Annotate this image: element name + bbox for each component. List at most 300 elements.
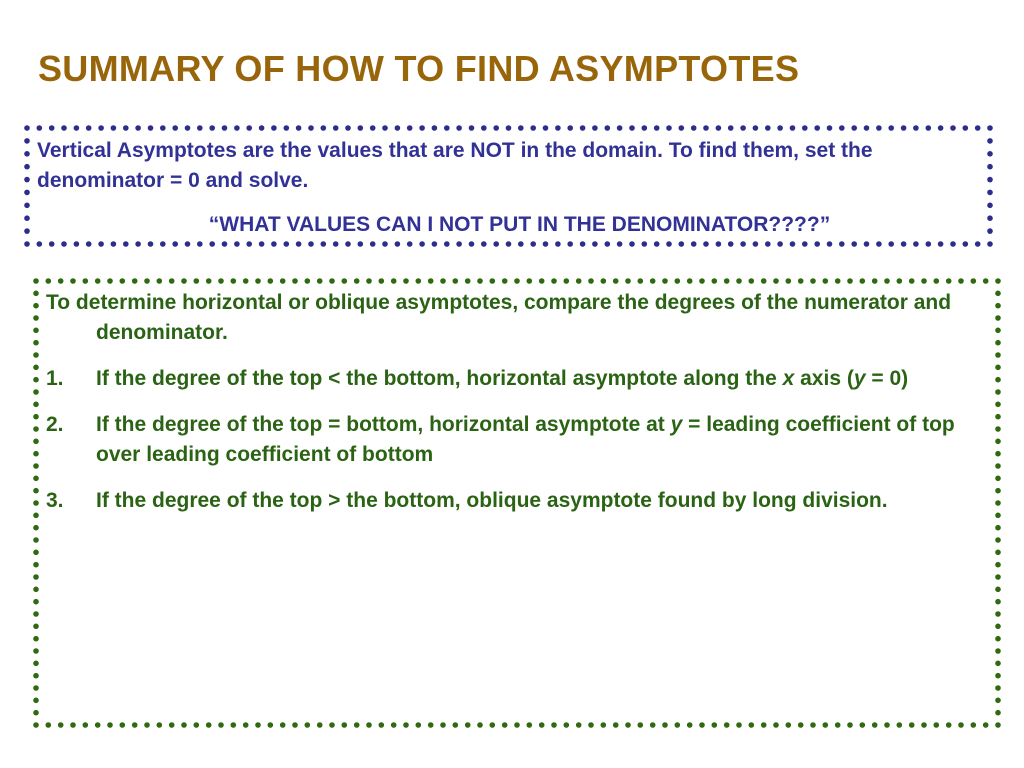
border-dot [539, 278, 545, 284]
border-dot [432, 241, 438, 247]
border-dot [995, 685, 1001, 691]
border-dot [440, 722, 446, 728]
border-dot [284, 125, 290, 131]
border-dot [465, 278, 471, 284]
border-dot [592, 125, 598, 131]
border-dot [209, 125, 215, 131]
border-dot [259, 241, 265, 247]
border-dot [777, 241, 783, 247]
border-dot [555, 125, 561, 131]
border-dot [33, 488, 39, 494]
border-dot [876, 125, 882, 131]
border-dot [305, 278, 311, 284]
border-dot [995, 550, 1001, 556]
border-dot [995, 365, 1001, 371]
border-dot [366, 722, 372, 728]
border-dot [666, 241, 672, 247]
border-dot [971, 722, 977, 728]
border-dot [493, 125, 499, 131]
list-item-text: If the degree of the top > the bottom, oblique asymptote found by long division. [96, 489, 888, 512]
border-dot [70, 278, 76, 284]
border-dot [814, 125, 820, 131]
border-dot [243, 278, 249, 284]
border-dot [98, 125, 104, 131]
border-dot [181, 722, 187, 728]
border-dot [246, 125, 252, 131]
border-dot [938, 125, 944, 131]
border-dot [761, 278, 767, 284]
border-dot [206, 722, 212, 728]
border-dot [33, 611, 39, 617]
border-dot [810, 722, 816, 728]
border-dot [222, 241, 228, 247]
border-dot [687, 278, 693, 284]
border-dot [650, 278, 656, 284]
border-dot [740, 125, 746, 131]
border-dot [650, 722, 656, 728]
border-dot [33, 525, 39, 531]
border-dot [33, 389, 39, 395]
border-dot [514, 722, 520, 728]
border-dot [987, 138, 993, 144]
border-dot [798, 278, 804, 284]
border-dot [465, 722, 471, 728]
border-dot [24, 138, 30, 144]
list-item-1 [46, 364, 986, 394]
border-dot [144, 722, 150, 728]
border-dot [33, 513, 39, 519]
border-dot [629, 241, 635, 247]
border-dot [995, 328, 1001, 334]
border-dot [206, 278, 212, 284]
border-dot [209, 241, 215, 247]
border-dot [33, 278, 39, 284]
border-dot [33, 303, 39, 309]
border-dot [592, 241, 598, 247]
border-dot [490, 722, 496, 728]
border-dot [995, 291, 1001, 297]
border-dot [703, 241, 709, 247]
border-dot [802, 125, 808, 131]
border-dot [995, 303, 1001, 309]
border-dot [580, 125, 586, 131]
border-dot [995, 426, 1001, 432]
border-dot [120, 278, 126, 284]
border-dot [975, 241, 981, 247]
border-dot [679, 125, 685, 131]
border-dot [111, 125, 117, 131]
border-dot [995, 340, 1001, 346]
border-dot [675, 278, 681, 284]
border-dot [601, 278, 607, 284]
border-dot [33, 315, 39, 321]
border-dot [218, 722, 224, 728]
border-dot [370, 125, 376, 131]
border-dot [172, 241, 178, 247]
border-dot [728, 125, 734, 131]
border-dot [995, 278, 1001, 284]
border-dot [987, 177, 993, 183]
border-dot [827, 125, 833, 131]
border-dot [86, 241, 92, 247]
border-dot [872, 278, 878, 284]
border-dot [839, 241, 845, 247]
border-dot [111, 241, 117, 247]
border-dot [33, 698, 39, 704]
border-dot [786, 722, 792, 728]
border-dot [33, 624, 39, 630]
border-dot [382, 125, 388, 131]
list-number: 3. [46, 489, 64, 512]
border-dot [46, 722, 52, 728]
border-dot [638, 722, 644, 728]
border-dot [185, 125, 191, 131]
border-dot [379, 722, 385, 728]
border-dot [551, 722, 557, 728]
border-dot [995, 488, 1001, 494]
border-dot [33, 291, 39, 297]
vertical-asymptotes-box [37, 136, 982, 240]
border-dot [46, 278, 52, 284]
border-dot [514, 278, 520, 284]
border-dot [58, 722, 64, 728]
border-dot [995, 698, 1001, 704]
border-dot [995, 710, 1001, 716]
border-dot [86, 125, 92, 131]
border-dot [317, 278, 323, 284]
border-dot [218, 278, 224, 284]
border-dot [847, 722, 853, 728]
border-dot [469, 241, 475, 247]
border-dot [33, 722, 39, 728]
border-dot [234, 241, 240, 247]
border-dot [555, 241, 561, 247]
border-dot [934, 722, 940, 728]
border-dot [37, 125, 43, 131]
border-dot [576, 722, 582, 728]
border-dot [736, 278, 742, 284]
border-dot [49, 241, 55, 247]
border-dot [884, 278, 890, 284]
border-dot [280, 278, 286, 284]
border-dot [617, 241, 623, 247]
border-dot [419, 241, 425, 247]
border-dot [753, 125, 759, 131]
border-dot [765, 241, 771, 247]
border-dot [958, 278, 964, 284]
border-dot [259, 125, 265, 131]
border-dot [342, 278, 348, 284]
border-dot [33, 426, 39, 432]
border-dot [407, 125, 413, 131]
border-dot [699, 722, 705, 728]
border-dot [995, 315, 1001, 321]
border-dot [934, 278, 940, 284]
border-dot [135, 241, 141, 247]
border-dot [234, 125, 240, 131]
border-dot [613, 278, 619, 284]
border-dot [477, 722, 483, 728]
border-dot [61, 241, 67, 247]
border-dot [329, 722, 335, 728]
border-dot [564, 278, 570, 284]
border-dot [280, 722, 286, 728]
border-dot [724, 278, 730, 284]
border-dot [753, 241, 759, 247]
border-dot [453, 278, 459, 284]
border-dot [679, 241, 685, 247]
border-dot [740, 241, 746, 247]
border-dot [564, 722, 570, 728]
border-dot [823, 722, 829, 728]
border-dot [642, 241, 648, 247]
border-dot [790, 241, 796, 247]
border-dot [551, 278, 557, 284]
border-dot [728, 241, 734, 247]
border-dot [33, 537, 39, 543]
border-dot [185, 241, 191, 247]
border-dot [403, 278, 409, 284]
border-dot [983, 278, 989, 284]
border-dot [132, 722, 138, 728]
slide-title: SUMMARY OF HOW TO FIND ASYMPTOTES [38, 48, 800, 89]
border-dot [502, 722, 508, 728]
border-dot [975, 125, 981, 131]
border-dot [872, 722, 878, 728]
border-dot [666, 125, 672, 131]
border-dot [61, 125, 67, 131]
border-dot [33, 500, 39, 506]
border-dot [395, 241, 401, 247]
border-dot [33, 402, 39, 408]
border-dot [160, 241, 166, 247]
border-dot [354, 722, 360, 728]
border-dot [395, 125, 401, 131]
border-dot [987, 215, 993, 221]
border-dot [345, 241, 351, 247]
border-dot [33, 599, 39, 605]
border-dot [724, 722, 730, 728]
border-dot [502, 278, 508, 284]
border-dot [884, 722, 890, 728]
border-dot [123, 125, 129, 131]
border-dot [527, 278, 533, 284]
border-dot [305, 722, 311, 728]
border-dot [712, 278, 718, 284]
border-dot [926, 125, 932, 131]
border-dot [296, 125, 302, 131]
border-dot [995, 463, 1001, 469]
border-dot [33, 648, 39, 654]
border-dot [901, 241, 907, 247]
border-dot [33, 365, 39, 371]
horizontal-intro-text: To determine horizontal or oblique asymptotes, compare the degrees of the numerator and denominator. [46, 291, 952, 344]
border-dot [613, 722, 619, 728]
border-dot [83, 722, 89, 728]
border-dot [416, 722, 422, 728]
border-dot [576, 278, 582, 284]
border-dot [33, 661, 39, 667]
border-dot [642, 125, 648, 131]
border-dot [391, 722, 397, 728]
border-dot [810, 278, 816, 284]
border-dot [33, 550, 39, 556]
border-dot [33, 377, 39, 383]
border-dot [946, 722, 952, 728]
border-dot [120, 722, 126, 728]
border-dot [321, 125, 327, 131]
border-dot [913, 125, 919, 131]
border-dot [662, 722, 668, 728]
border-dot [33, 463, 39, 469]
border-dot [638, 278, 644, 284]
border-dot [580, 241, 586, 247]
list-number: 1. [46, 367, 64, 390]
border-dot [268, 722, 274, 728]
border-dot [995, 451, 1001, 457]
border-dot [317, 722, 323, 728]
border-dot [144, 278, 150, 284]
border-dot [271, 125, 277, 131]
border-dot [823, 278, 829, 284]
border-dot [194, 278, 200, 284]
border-dot [736, 722, 742, 728]
border-dot [24, 177, 30, 183]
border-dot [148, 125, 154, 131]
border-dot [654, 241, 660, 247]
border-dot [835, 278, 841, 284]
border-dot [24, 241, 30, 247]
border-dot [428, 722, 434, 728]
border-dot [490, 278, 496, 284]
border-dot [777, 125, 783, 131]
border-dot [444, 241, 450, 247]
border-dot [33, 562, 39, 568]
border-dot [24, 215, 30, 221]
border-dot [33, 451, 39, 457]
border-dot [995, 476, 1001, 482]
border-dot [773, 722, 779, 728]
border-dot [506, 125, 512, 131]
border-dot [268, 278, 274, 284]
border-dot [157, 722, 163, 728]
border-dot [95, 722, 101, 728]
border-dot [33, 587, 39, 593]
border-dot [172, 125, 178, 131]
border-dot [691, 125, 697, 131]
border-dot [246, 241, 252, 247]
border-dot [921, 278, 927, 284]
border-dot [24, 203, 30, 209]
border-dot [456, 125, 462, 131]
border-dot [243, 722, 249, 728]
border-dot [950, 241, 956, 247]
border-dot [33, 685, 39, 691]
border-dot [379, 278, 385, 284]
border-dot [308, 241, 314, 247]
border-dot [749, 722, 755, 728]
border-dot [897, 722, 903, 728]
border-dot [33, 328, 39, 334]
border-dot [24, 164, 30, 170]
border-dot [477, 278, 483, 284]
border-dot [995, 661, 1001, 667]
border-dot [909, 278, 915, 284]
border-dot [995, 636, 1001, 642]
border-dot [888, 241, 894, 247]
border-dot [987, 151, 993, 157]
border-dot [518, 125, 524, 131]
list-item-text: If the degree of the top = bottom, horizontal asymptote at y = leading coefficient of top over leading coefficient of bottom [96, 413, 955, 466]
border-dot [284, 241, 290, 247]
border-dot [716, 125, 722, 131]
border-dot [839, 125, 845, 131]
border-dot [231, 278, 237, 284]
border-dot [333, 125, 339, 131]
border-dot [33, 439, 39, 445]
border-dot [321, 241, 327, 247]
border-dot [995, 352, 1001, 358]
border-dot [33, 476, 39, 482]
border-dot [506, 241, 512, 247]
border-dot [773, 278, 779, 284]
border-dot [995, 402, 1001, 408]
border-dot [358, 125, 364, 131]
border-dot [543, 125, 549, 131]
border-dot [851, 241, 857, 247]
border-dot [107, 278, 113, 284]
border-dot [987, 125, 993, 131]
border-dot [995, 587, 1001, 593]
border-dot [358, 241, 364, 247]
border-dot [24, 228, 30, 234]
border-dot [345, 125, 351, 131]
border-dot [453, 722, 459, 728]
border-dot [432, 125, 438, 131]
border-dot [983, 722, 989, 728]
border-dot [481, 241, 487, 247]
border-dot [567, 125, 573, 131]
border-dot [995, 377, 1001, 383]
border-dot [995, 611, 1001, 617]
border-dot [909, 722, 915, 728]
border-dot [691, 241, 697, 247]
border-dot [864, 241, 870, 247]
border-dot [995, 500, 1001, 506]
border-dot [851, 125, 857, 131]
border-dot [617, 125, 623, 131]
vertical-definition-text: Vertical Asymptotes are the values that are NOT in the domain. To find them, set the denominator = 0 and solve. [37, 139, 873, 192]
border-dot [567, 241, 573, 247]
border-dot [160, 125, 166, 131]
border-dot [95, 278, 101, 284]
border-dot [995, 414, 1001, 420]
border-dot [605, 241, 611, 247]
border-dot [366, 278, 372, 284]
list-item-2 [46, 410, 986, 470]
border-dot [712, 722, 718, 728]
border-dot [148, 241, 154, 247]
border-dot [897, 278, 903, 284]
border-dot [296, 241, 302, 247]
border-dot [901, 125, 907, 131]
border-dot [946, 278, 952, 284]
border-dot [963, 125, 969, 131]
border-dot [749, 278, 755, 284]
border-dot [428, 278, 434, 284]
border-dot [107, 722, 113, 728]
border-dot [169, 722, 175, 728]
